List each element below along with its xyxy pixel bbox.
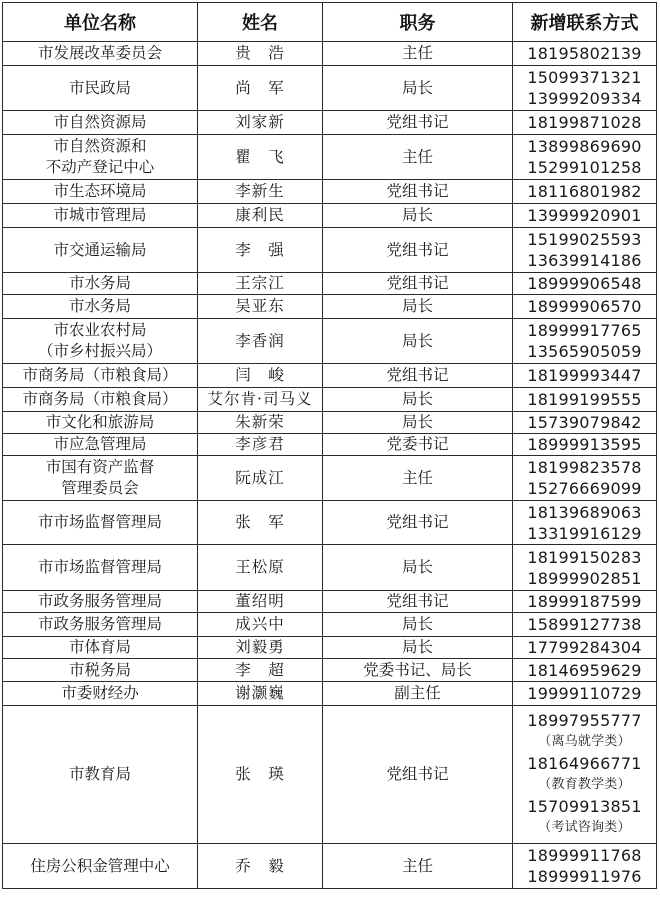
phone-cell [513,412,657,434]
unit-name: 市教育局 [68,765,131,783]
phone-category-note: （离乌就学类） [538,734,631,749]
contact-table [2,2,657,889]
unit-name: 市水务局 [68,297,131,315]
table-row [3,637,657,659]
phone-cell [513,388,657,412]
person-name: 康利民 [198,204,323,228]
phone-cell [513,228,657,273]
table-row [3,434,657,456]
unit-name: 市政务服务管理局 [37,615,162,633]
phone-number: 15709913851 [527,797,642,816]
phone-number: 18146959629 [527,660,642,680]
unit-name: 市应急管理局 [53,435,147,453]
phone-cell [513,111,657,135]
job-title: 局长 [323,66,513,111]
phone-number: 15276669099 [527,479,642,498]
phone-number: 13999920901 [527,206,642,225]
job-title: 党组书记 [323,180,513,204]
person-name: 闫 峻 [198,364,323,388]
phone-number: 18164966771 [527,754,642,773]
unit-cell [3,545,198,591]
person-name: 张 瑛 [198,706,323,844]
phone-cell [513,591,657,613]
phone-number: 13899869690 [527,137,642,156]
table-row [3,66,657,111]
phone-number: 18195802139 [527,44,642,63]
unit-cell [3,844,198,889]
table-row [3,364,657,388]
person-name: 艾尔肯·司马义 [198,388,323,412]
job-title: 局长 [323,545,513,591]
person-name: 乔 毅 [198,844,323,889]
table-body [3,42,657,889]
phone-cell [513,204,657,228]
person-name: 董绍明 [198,591,323,613]
unit-cell [3,637,198,659]
unit-cell [3,659,198,682]
unit-cell [3,613,198,637]
table-row [3,456,657,501]
unit-name: 市市场监督管理局 [37,513,162,531]
table-row [3,228,657,273]
unit-name: 市商务局（市粮食局） [22,366,178,384]
table-row [3,295,657,319]
phone-cell [513,180,657,204]
unit-name: 市体育局 [68,638,131,656]
unit-cell [3,180,198,204]
phone-number: 18116801982 [527,182,642,201]
phone-cell [513,545,657,591]
phone-cell [513,659,657,682]
job-title: 主任 [323,135,513,180]
unit-cell [3,111,198,135]
phone-cell [513,66,657,111]
person-name: 李彦君 [198,434,323,456]
table-row [3,545,657,591]
unit-name: 市农业农村局 [53,321,147,339]
phone-cell [513,613,657,637]
unit-cell [3,412,198,434]
unit-name: 市文化和旅游局 [45,413,155,431]
person-name: 刘毅勇 [198,637,323,659]
table-row [3,844,657,889]
table-row [3,682,657,706]
unit-cell [3,591,198,613]
person-name: 李新生 [198,180,323,204]
unit-name: 市商务局（市粮食局） [22,390,178,408]
job-title: 党组书记 [323,228,513,273]
unit-cell [3,501,198,545]
job-title: 主任 [323,844,513,889]
table-row [3,273,657,295]
table-row [3,412,657,434]
unit-name: 市水务局 [68,274,131,292]
unit-cell [3,319,198,364]
phone-cell [513,637,657,659]
phone-cell [513,319,657,364]
phone-category-note: （考试咨询类） [538,820,631,835]
header-unit: 单位名称 [3,3,198,42]
phone-number: 18999906570 [527,297,642,316]
job-title: 局长 [323,412,513,434]
phone-cell [513,501,657,545]
phone-number: 18199150283 [527,547,642,567]
unit-name: 住房公积金管理中心 [30,856,170,875]
person-name: 刘家新 [198,111,323,135]
phone-number: 15899127738 [527,615,642,634]
job-title: 党组书记 [323,111,513,135]
person-name: 王宗江 [198,273,323,295]
phone-number: 18199823578 [527,458,642,477]
table-row [3,204,657,228]
phone-number: 18199993447 [527,366,642,385]
table-row [3,591,657,613]
unit-name: 市发展改革委员会 [37,44,162,62]
unit-cell [3,456,198,501]
phone-number: 15739079842 [527,413,642,432]
phone-cell [513,456,657,501]
unit-name: 市自然资源和 [53,137,147,155]
unit-cell [3,66,198,111]
phone-number: 18199199555 [527,390,642,409]
unit-name: 市自然资源局 [53,113,147,131]
unit-cell [3,135,198,180]
unit-cell [3,228,198,273]
phone-number: 18999917765 [527,321,642,340]
job-title: 党委书记、局长 [323,659,513,682]
job-title: 局长 [323,613,513,637]
unit-name: 市税务局 [68,660,131,679]
unit-cell [3,388,198,412]
phone-cell [513,682,657,706]
phone-cell [513,844,657,889]
phone-number: 18999911768 [527,846,642,865]
unit-cell [3,42,198,66]
phone-number: 15299101258 [527,158,642,177]
phone-number: 19999110729 [527,684,642,703]
unit-cell [3,295,198,319]
phone-cell [513,364,657,388]
job-title: 局长 [323,319,513,364]
unit-cell [3,682,198,706]
phone-number: 18199871028 [527,113,642,132]
table-row [3,111,657,135]
unit-name: 市委财经办 [61,684,139,702]
unit-cell [3,434,198,456]
table-row [3,659,657,682]
phone-cell [513,135,657,180]
job-title: 局长 [323,295,513,319]
unit-name: 市交通运输局 [53,240,147,259]
unit-name: 市城市管理局 [53,206,147,224]
unit-name: 市国有资产监督 [45,458,155,476]
phone-cell [513,706,657,844]
phone-number: 18999911976 [527,867,642,886]
phone-number: 18999913595 [527,435,642,454]
person-name: 瞿 飞 [198,135,323,180]
header-post: 职务 [323,3,513,42]
table-row [3,42,657,66]
table-row [3,501,657,545]
job-title: 局长 [323,204,513,228]
person-name: 王松原 [198,545,323,591]
person-name: 李 强 [198,228,323,273]
person-name: 谢灏巍 [198,682,323,706]
unit-cell [3,364,198,388]
unit-name: 市生态环境局 [53,182,147,200]
phone-cell [513,273,657,295]
table-row [3,180,657,204]
phone-number: 18999906548 [527,274,642,293]
phone-cell [513,295,657,319]
job-title: 主任 [323,456,513,501]
header-phone: 新增联系方式 [513,3,657,42]
job-title: 党组书记 [323,273,513,295]
table-row [3,613,657,637]
person-name: 贵 浩 [198,42,323,66]
unit-name: 管理委员会 [61,479,139,497]
phone-number: 18999187599 [527,592,642,611]
table-row [3,706,657,844]
person-name: 李香润 [198,319,323,364]
phone-number: 18997955777 [527,711,642,730]
person-name: 张 军 [198,501,323,545]
job-title: 党组书记 [323,501,513,545]
phone-number: 13639914186 [527,251,642,270]
person-name: 吴亚东 [198,295,323,319]
table-row [3,319,657,364]
job-title: 党组书记 [323,364,513,388]
person-name: 成兴中 [198,613,323,637]
person-name: 李 超 [198,659,323,682]
unit-name: 市民政局 [68,78,131,97]
person-name: 朱新荣 [198,412,323,434]
header-name: 姓名 [198,3,323,42]
phone-number: 18139689063 [527,502,642,522]
job-title: 主任 [323,42,513,66]
phone-number: 13999209334 [527,89,642,108]
job-title: 局长 [323,637,513,659]
job-title: 党委书记 [323,434,513,456]
phone-number: 15199025593 [527,230,642,249]
table-header-row [3,3,657,42]
unit-name: （市乡村振兴局） [37,342,162,360]
phone-number: 15099371321 [527,68,642,87]
unit-name: 市政务服务管理局 [37,592,162,610]
unit-name: 市市场监督管理局 [37,558,162,576]
phone-number: 13319916129 [527,523,642,543]
table-row [3,388,657,412]
table-row [3,135,657,180]
job-title: 局长 [323,388,513,412]
phone-number: 13565905059 [527,342,642,361]
unit-cell [3,706,198,844]
person-name: 尚 军 [198,66,323,111]
person-name: 阮成江 [198,456,323,501]
phone-category-note: （教育教学类） [538,777,631,792]
job-title: 党组书记 [323,591,513,613]
unit-cell [3,204,198,228]
job-title: 党组书记 [323,706,513,844]
unit-name: 不动产登记中心 [45,158,155,176]
phone-cell [513,434,657,456]
unit-cell [3,273,198,295]
phone-number: 17799284304 [527,638,642,657]
phone-number: 18999902851 [527,568,642,588]
job-title: 副主任 [323,682,513,706]
phone-cell [513,42,657,66]
